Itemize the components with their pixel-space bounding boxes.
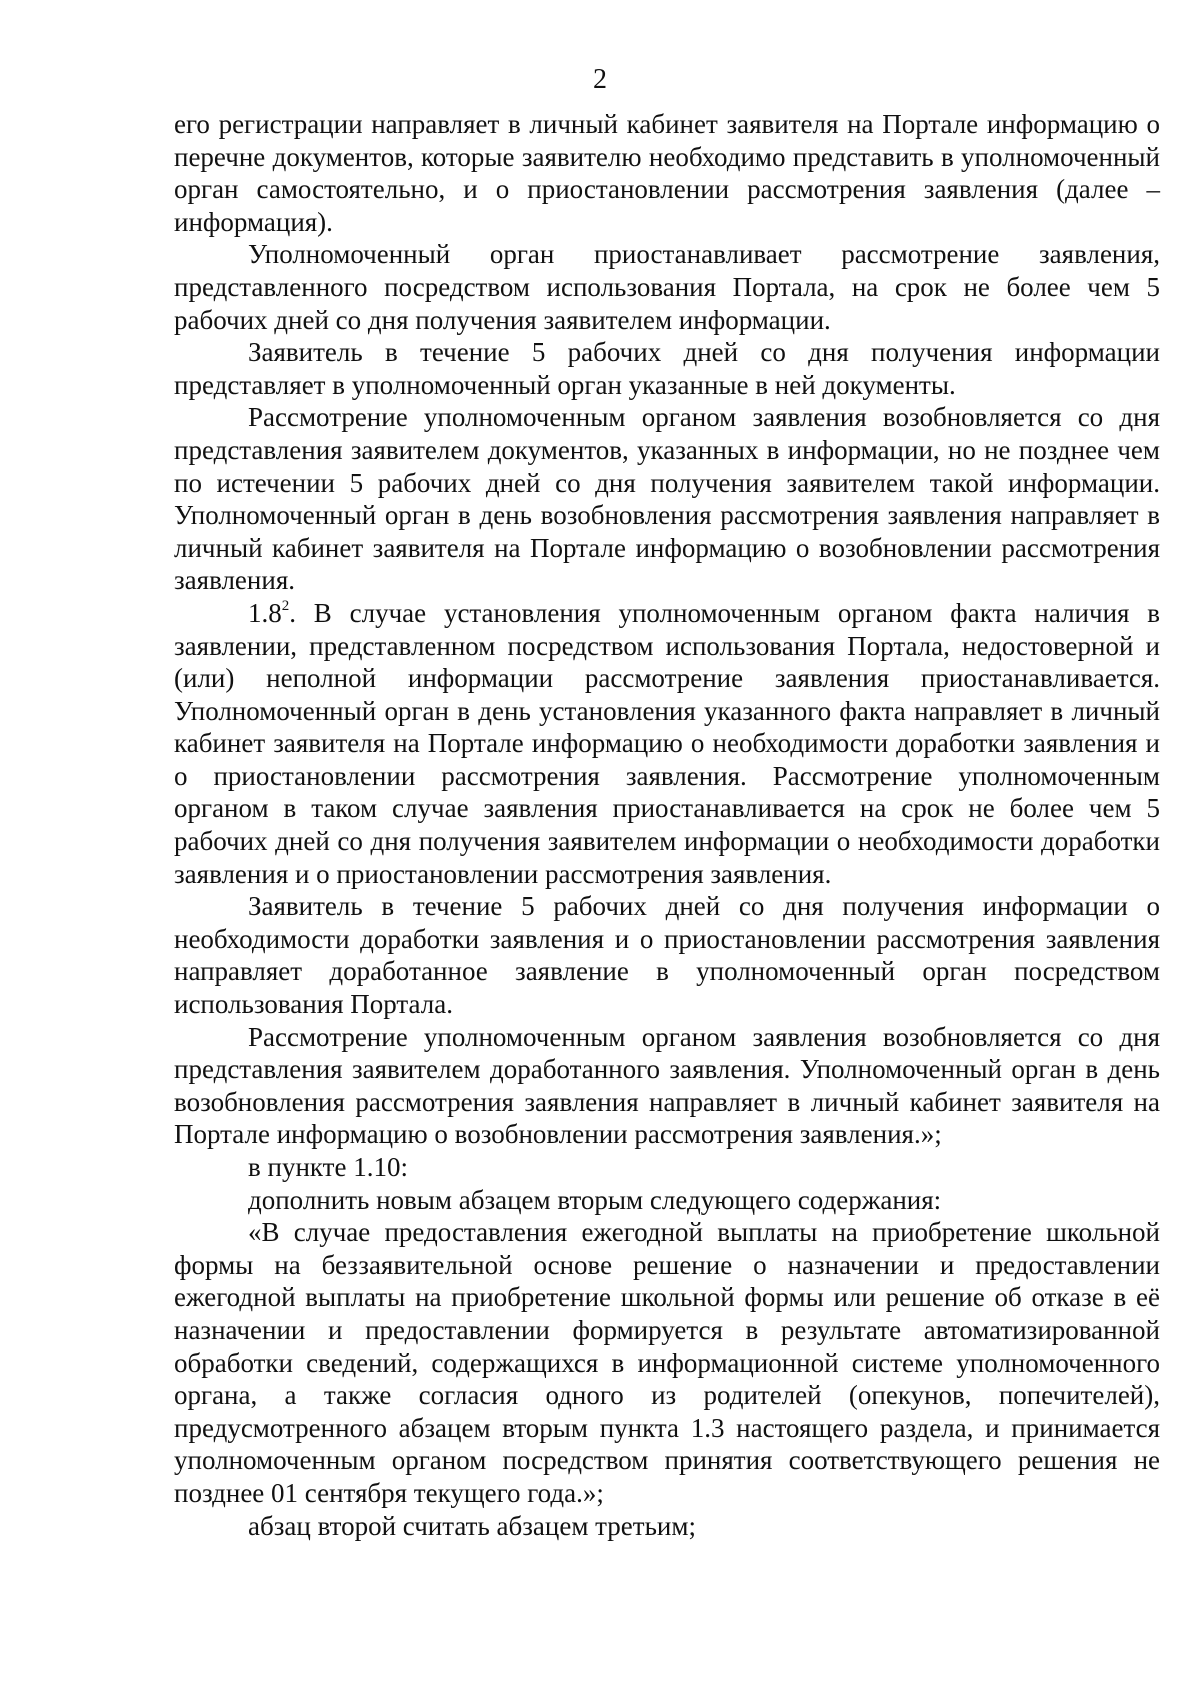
clause-number-superscript: 2 bbox=[281, 597, 290, 614]
page-number: 2 bbox=[593, 64, 607, 95]
paragraph-resumption: Рассмотрение уполномоченным органом заявления возобновляется со дня представления заявителем документов, указанных в информации, но не позднее чем по истечении 5 рабочих дней со дня получения заявителем такой информации. Уполномоченный орган в день возобновления рассмотрения заявления направляет в личный кабинет заявителя на Портале информацию о возобновлении рассмотрения заявления. bbox=[174, 402, 1160, 596]
paragraph-suspension-period: Уполномоченный орган приостанавливает рассмотрение заявления, представленного посредством использования Портала, на срок не более чем 5 рабочих дней со дня получения заявителем информации. bbox=[174, 239, 1160, 335]
paragraph-continuation: его регистрации направляет в личный кабинет заявителя на Портале информацию о перечне документов, которые заявителю необходимо представить в уполномоченный орган самостоятельно, и о приостановлении рассмотрения заявления (далее – информация). bbox=[174, 109, 1160, 237]
clause-text: . В случае установления уполномоченным органом факта наличия в заявлении, представленном посредством использования Портала, недостоверной и (или) неполной информации рассмотрение заявления приостанавливается. Уполномоченный орган в день установления указанного факта направляет в личный кабинет заявителя на Портале информацию о необходимости доработки заявления и о приостановлении рассмотрения заявления. Рассмотрение уполномоченным органом в таком случае заявления приостанавливается на срок не более чем 5 рабочих дней со дня получения заявителем информации о необходимости доработки заявления и о приостановлении рассмотрения заявления. bbox=[174, 597, 1160, 889]
paragraph-applicant-documents: Заявитель в течение 5 рабочих дней со дня получения информации представляет в уполномоченный орган указанные в ней документы. bbox=[174, 337, 1160, 400]
paragraph-clause-1-10: в пункте 1.10: bbox=[248, 1152, 408, 1182]
paragraph-renumbering: абзац второй считать абзацем третьим; bbox=[248, 1510, 696, 1541]
paragraph-resumption-revised: Рассмотрение уполномоченным органом заявления возобновляется со дня представления заявителем доработанного заявления. Уполномоченный орган в день возобновления рассмотрения заявления направляет в личный кабинет заявителя на Портале информацию о возобновлении рассмотрения заявления.»; bbox=[174, 1021, 1160, 1150]
document-body bbox=[174, 108, 1160, 1542]
paragraph-revised-application: Заявитель в течение 5 рабочих дней со дня получения информации о необходимости доработки заявления и о приостановлении рассмотрения заявления направляет доработанное заявление в уполномоченный орган посредством использования Портала. bbox=[174, 891, 1160, 1020]
paragraph-clause-1-8-2 bbox=[174, 597, 1160, 890]
paragraph-school-uniform-payment: «В случае предоставления ежегодной выплаты на приобретение школьной формы на беззаявительной основе решение о назначении и предоставлении ежегодной выплаты на приобретение школьной формы или решение об отказе в её назначении и предоставлении формируется в результате автоматизированной обработки сведений, содержащихся в информационной системе уполномоченного органа, а также согласия одного из родителей (опекунов, попечителей), предусмотренного абзацем вторым пункта 1.3 настоящего раздела, и принимается уполномоченным органом посредством принятия соответствующего решения не позднее 01 сентября текущего года.»; bbox=[174, 1217, 1160, 1508]
clause-number: 1.8 bbox=[248, 597, 282, 628]
paragraph-add-second-paragraph: дополнить новым абзацем вторым следующего содержания: bbox=[248, 1184, 942, 1215]
